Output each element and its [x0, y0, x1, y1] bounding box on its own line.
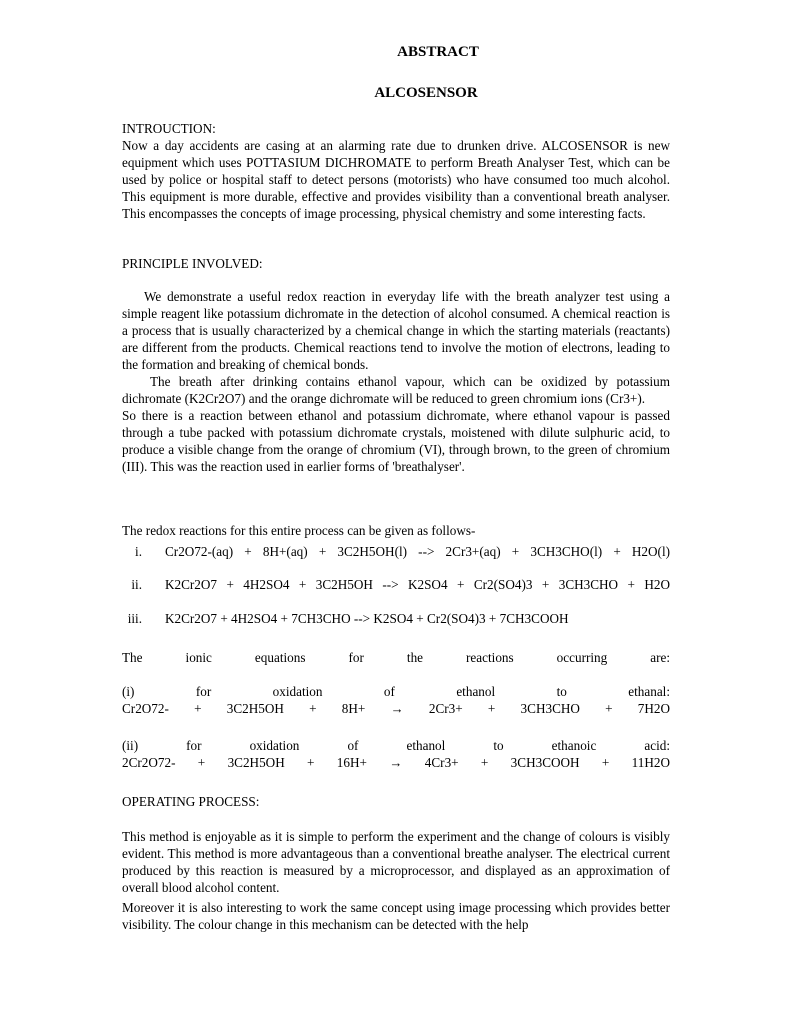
principle-heading: PRINCIPLE INVOLVED:	[122, 256, 263, 271]
ionic-eq1: Cr2O72- + 3C2H5OH + 8H+ → 2Cr3+ + 3CH3CHO + 7H2O	[122, 701, 670, 716]
ionic-intro: The ionic equations for the reactions occurring are:	[122, 650, 670, 665]
document-title: ABSTRACT	[397, 44, 479, 60]
operating-paragraph-1: This method is enjoyable as it is simple to perform the experiment and the change of colours is visibly evident. This method is more advantageous than a conventional breathe analyser. The electrical current produced by this reaction is measured by a microprocessor, and displayed as an approximation of overall blood alcohol content.	[122, 829, 670, 895]
redox-intro: The redox reactions for this entire process can be given as follows-	[122, 523, 476, 538]
document-subtitle: ALCOSENSOR	[374, 85, 478, 101]
reaction-number: i.	[135, 544, 142, 559]
introduction-heading: INTROUCTION:	[122, 121, 216, 136]
reaction-equation: K2Cr2O7 + 4H2SO4 + 7CH3CHO --> K2SO4 + Cr2(SO4)3 + 7CH3COOH	[165, 611, 569, 626]
ionic-eq1-label: (i) for oxidation of ethanol to ethanal:	[122, 684, 670, 699]
operating-section	[122, 828, 670, 933]
reaction-equation: K2Cr2O7 + 4H2SO4 + 3C2H5OH --> K2SO4 + Cr2(SO4)3 + 3CH3CHO + H2O	[165, 577, 670, 592]
operating-paragraph-2: Moreover it is also interesting to work the same concept using image processing which provides better visibility. The colour change in this mechanism can be detected with the help	[122, 900, 670, 932]
principle-paragraph-1: We demonstrate a useful redox reaction in everyday life with the breath analyzer test using a simple reagent like potassium dichromate in the detection of alcohol consumed. A chemical reaction is a process that is usually characterized by a chemical change in which the starting materials (reactants) are different from the products. Chemical reactions tend to involve the motion of electrons, leading to the formation and breaking of chemical bonds.	[122, 289, 670, 372]
ionic-eq2: 2Cr2O72- + 3C2H5OH + 16H+ → 4Cr3+ + 3CH3COOH + 11H2O	[122, 755, 670, 770]
introduction-section	[122, 120, 670, 222]
reaction-number: ii.	[131, 577, 142, 592]
reaction-number: iii.	[127, 611, 142, 626]
reaction-equation: Cr2O72-(aq) + 8H+(aq) + 3C2H5OH(l) --> 2Cr3+(aq) + 3CH3CHO(l) + H2O(l)	[165, 544, 670, 559]
principle-paragraph-3: So there is a reaction between ethanol and potassium dichromate, where ethanol vapour is passed through a tube packed with potassium dichromate crystals, moistened with dilute sulphuric acid, to produce a visible change from the orange of chromium (VI), through brown, to the green of chromium (III). This was the reaction used in earlier forms of 'breathalyser'.	[122, 408, 670, 474]
principle-section	[122, 288, 670, 475]
principle-paragraph-2: The breath after drinking contains ethanol vapour, which can be oxidized by potassium dichromate (K2Cr2O7) and the orange dichromate will be reduced to green chromium ions (Cr3+).	[122, 374, 670, 406]
operating-heading: OPERATING PROCESS:	[122, 794, 260, 809]
introduction-text: Now a day accidents are casing at an alarming rate due to drunken drive. ALCOSENSOR is new equipment which uses POTTASIUM DICHROMATE to perform Breath Analyser Test, which can be used by police or hospital staff to detect persons (motorists) who have consumed too much alcohol. This equipment is more durable, effective and provides visibility than a conventional breath analyser. This encompasses the concepts of image processing, physical chemistry and some interesting facts.	[122, 138, 670, 221]
ionic-eq2-label: (ii) for oxidation of ethanol to ethanoic acid:	[122, 738, 670, 753]
